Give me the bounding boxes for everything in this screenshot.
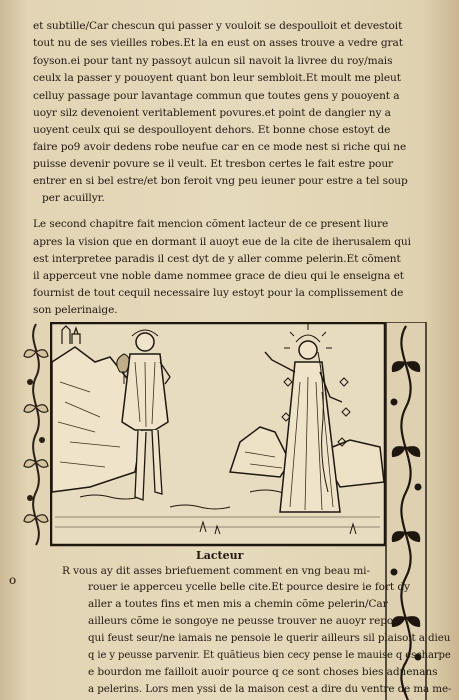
text-line: il apperceut vne noble dame nommee grace de dieu qui le enseigna et [33,270,404,282]
text-line: q ie y peusse parvenir. Et quãtieus bien cecy pense le mauise q escharpe [88,649,451,661]
text-line: tout nu de ses vieilles robes.Et la en eust on asses trouve a vedre grat [33,37,403,49]
text-line: rouer ie apperceu ycelle belle cite.Et pource desire ie fort dy [88,581,410,593]
text-line: ailleurs cõme ie songoye ne peusse trouver ne auoyr repos [88,615,399,627]
text-line: per acuillyr. [42,192,105,204]
text-line: est interpretee paradis il cest dyt de y aller comme pelerin.Et cõment [33,253,401,265]
text-line: uoyent ceulx qui se despoulloyent dehors. Et bonne chose estoyt de [33,124,391,136]
text-line: faire po9 avoir dedens robe neufue car en ce mode nest si riche qui ne [33,141,407,153]
text-line: ceulx la passer y pouoyent quant bon leur sembloit.Et moult me pleut [33,72,401,84]
woodcut-illustration [50,322,408,547]
text-line: a pelerins. Lors men yssi de la maison cest a dire du ventre de ma me- [88,683,452,695]
text-line: celluy passage pour lavantage commun que toutes gens y pouoyent a [33,90,400,102]
text-line: uoyr silz devenoient veritablement povures.et point de dangier ny a [33,107,391,119]
text-line: entrer en si bel estre/et bon feroit vng peu ieuner pour estre a tel soup [33,175,408,187]
margin-note: o [9,573,17,587]
text-line: R vous ay dit asses briefuement comment en vng beau mi- [62,565,370,577]
text-line: aller a toutes fins et men mis a chemin cõme pelerin/Car [88,598,388,610]
text-line: apres la vision que en dormant il auoyt eue de la cite de iherusalem qui [33,236,411,248]
text-line: puisse devenir povure se il veult. Et tresbon certes le fait estre pour [33,158,394,170]
text-line: Le second chapitre fait mencion cõment lacteur de ce present liure [33,218,389,230]
text-line: son pelerinaige. [33,304,118,316]
text-line: et subtille/Car chescun qui passer y vouloit se despoulloit et devestoit [33,20,403,32]
illustration-caption: Lacteur [196,549,244,562]
text-line: fournist de tout cequil necessaire luy estoyt pour la complissement de [33,287,404,299]
text-line: foyson.ei pour tant ny passoyt aulcun sil navoit la livree du roy/mais [33,55,393,67]
text-line: e bourdon me failloit auoir pource q ce sont choses bies aduenans [88,666,438,678]
text-line: qui feust seur/ne iamais ne pensoie le querir ailleurs sil plaisoit a dieu [88,632,451,644]
floral-border-left [22,322,50,547]
